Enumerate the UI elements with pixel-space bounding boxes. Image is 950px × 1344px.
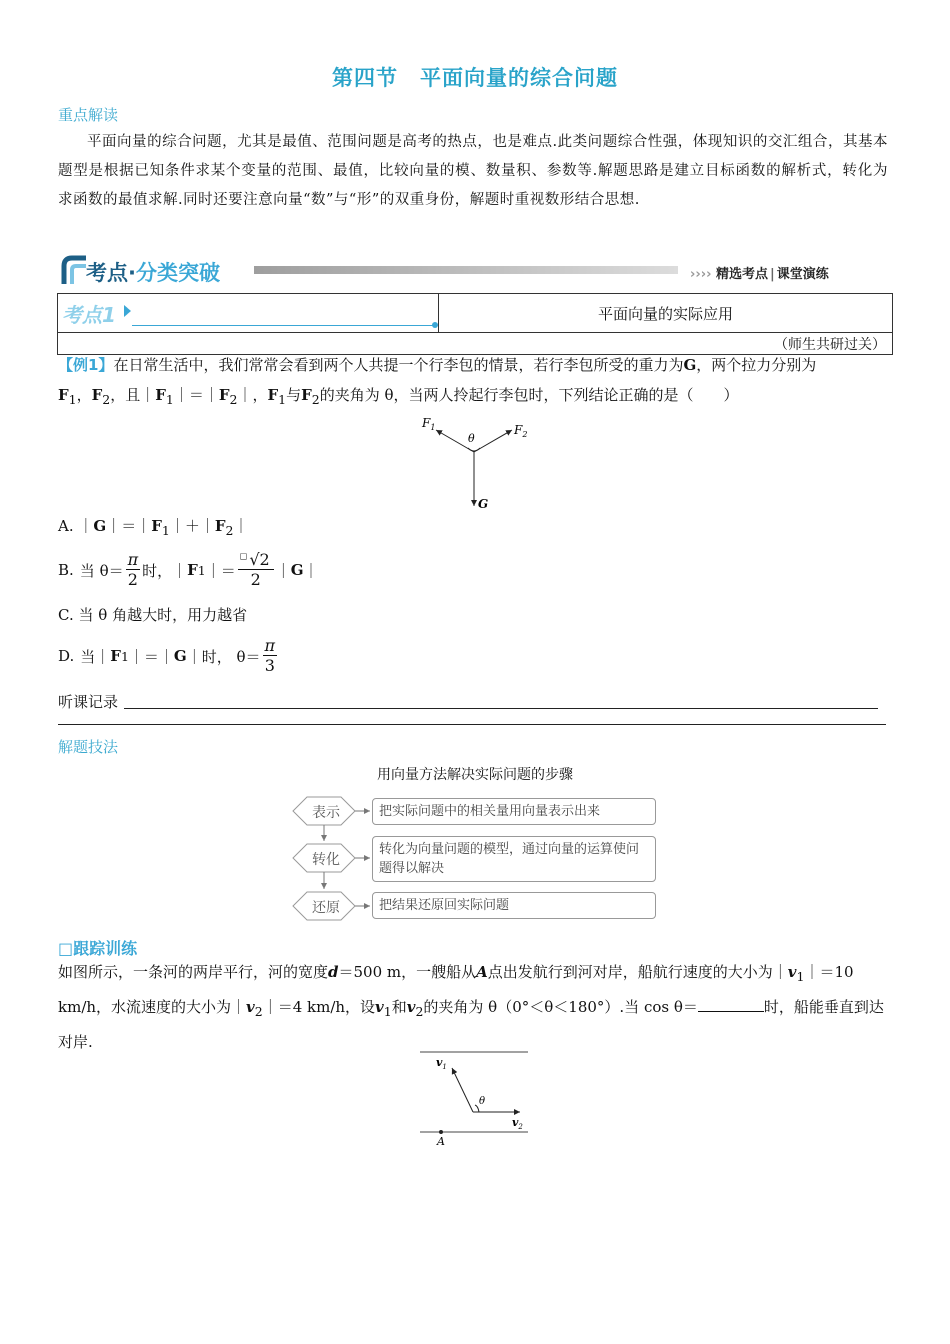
radical-index: □	[239, 551, 248, 561]
option-a-sub1: 1	[161, 523, 170, 538]
option-b[interactable]	[58, 548, 319, 592]
vec-v2-sub: 2	[415, 1004, 424, 1019]
option-b-sub1: 1	[197, 562, 206, 578]
option-d-post: ｜时， θ＝	[186, 647, 261, 666]
example-eq: ｜＝｜	[173, 386, 219, 404]
option-a-F2: F	[214, 517, 226, 535]
banner-right-b: 课堂演练	[776, 267, 829, 282]
example-text-2: ，两个拉力分别为	[696, 356, 817, 374]
banner-title-accent: 分类突破	[135, 261, 220, 285]
practice-text: ｜＝4 km/h，设	[262, 998, 376, 1016]
vec-F2: F	[218, 386, 230, 404]
practice-text: 点出发航行到河对岸，船航行速度的大小为｜	[487, 963, 788, 981]
fig-theta: θ	[468, 432, 475, 445]
svg-text:v2	[512, 1116, 523, 1131]
fig-G-label: G	[478, 497, 489, 511]
option-a-part: ｜＋｜	[169, 517, 215, 535]
topic-table	[57, 293, 893, 355]
fig-v2-label: v	[512, 1116, 519, 1129]
notes-line-1[interactable]	[124, 708, 878, 709]
flow-step-3-name: 还原	[312, 900, 340, 916]
banner-title-dot: ·	[128, 261, 136, 285]
frac-num: π	[264, 636, 276, 655]
answer-blank[interactable]	[698, 997, 764, 1012]
option-b-mid: 时，｜	[142, 561, 188, 580]
example-bar: ｜	[237, 386, 253, 404]
topic-title: 平面向量的实际应用	[597, 305, 733, 323]
option-d-sub1: 1	[120, 648, 129, 664]
option-c[interactable]	[58, 604, 247, 625]
notes-line-2[interactable]	[58, 724, 886, 725]
example-and: ，且｜	[110, 386, 156, 404]
option-a-sub2: 2	[225, 523, 234, 538]
vec-F2-sub: 2	[311, 392, 320, 407]
fig-F2-sub: 2	[522, 430, 528, 439]
option-a-F1: F	[151, 517, 162, 535]
banner-right-a: 精选考点	[715, 267, 768, 282]
option-b-frac-sqrt2	[238, 552, 274, 588]
frac-den: 3	[264, 656, 275, 675]
topic-note: （师生共研过关）	[774, 337, 886, 353]
key-points-label: 重点解读	[58, 106, 119, 124]
key-points-text: 平面向量的综合问题，尤其是最值、范围问题是高考的热点，也是难点.此类问题综合性强，体现知识的交汇组合，其基本题型是根据已知条件求某个变量的范围、最值，比较向量的模、数量积、参数等.解题思路是建立目标函数的解析式，转化为求函数的最值求解.同时还要注意向量“数”与“形”的双重身份，解题时重视数形结合思想.	[58, 134, 888, 208]
flow-step-2-desc: 转化为向量问题的模型，通过向量的运算使问题得以解决	[372, 836, 656, 882]
example-tag: 【例1】	[58, 356, 114, 374]
notes-label: 听课记录	[58, 693, 119, 711]
river-diagram	[418, 1048, 533, 1148]
vec-v1-sub: 1	[383, 1004, 392, 1019]
frac-den: 2	[250, 570, 261, 589]
practice-label: □跟踪训练	[58, 939, 138, 958]
fig-F1-sub: 1	[430, 423, 436, 432]
fig-F2-label: F	[514, 423, 523, 437]
vec-F2-sub: 2	[229, 392, 238, 407]
option-a-part: ｜	[233, 517, 249, 535]
vec-F1-sub: 1	[278, 392, 287, 407]
var-A: A	[476, 963, 488, 981]
force-diagram	[410, 412, 540, 517]
practice-text: 和	[391, 998, 407, 1016]
option-b-frac-pi2	[126, 552, 141, 588]
flow-step-2-name: 转化	[312, 852, 340, 868]
fig-A-label: A	[437, 1135, 445, 1148]
svg-text:F1	[421, 416, 435, 432]
vec-F1: F	[58, 386, 69, 404]
practice-text: ｜＝10 km/h，水流速度的大小为｜	[58, 963, 854, 1016]
vec-F1-sub: 1	[68, 392, 77, 407]
vec-v2-sub: 2	[254, 1004, 263, 1019]
flow-step-1-desc: 把实际问题中的相关量用向量表示出来	[372, 798, 656, 825]
frac-den: 2	[127, 570, 138, 589]
vec-F1-sub: 1	[165, 392, 174, 407]
option-c-label: C.	[58, 606, 74, 624]
option-a-part: ｜	[78, 517, 94, 535]
option-d[interactable]	[58, 634, 279, 678]
option-d-frac	[263, 638, 278, 674]
practice-question	[58, 957, 888, 1057]
option-a-part: ｜＝｜	[106, 517, 152, 535]
banner-title-main: 考点	[86, 261, 128, 285]
banner-bar	[254, 266, 678, 274]
option-b-post: ｜	[303, 561, 319, 580]
example-yu: 与	[286, 386, 302, 404]
option-a-G: G	[93, 517, 107, 535]
svg-text:v1	[436, 1056, 447, 1071]
badge-arrow-icon	[124, 305, 131, 317]
option-d-F1: F	[110, 647, 121, 665]
vec-v1: v	[375, 998, 384, 1016]
method-heading: 用向量方法解决实际问题的步骤	[377, 767, 573, 783]
option-a[interactable]	[58, 515, 248, 538]
vec-F2-sub: 2	[102, 392, 111, 407]
method-label: 解题技法	[58, 738, 119, 756]
vec-F1: F	[155, 386, 166, 404]
fig-theta-river: θ	[479, 1096, 486, 1107]
practice-text: ＝500 m，一艘船从	[338, 963, 477, 981]
example-comma: ，	[76, 386, 92, 404]
flow-step-1-name: 表示	[312, 805, 340, 821]
point-A	[439, 1130, 443, 1134]
var-d: d	[328, 963, 339, 981]
page-title: 第四节 平面向量的综合问题	[332, 66, 618, 90]
v1-arrow	[452, 1068, 473, 1112]
vec-G: G	[683, 356, 697, 374]
option-b-F1: F	[187, 561, 198, 579]
option-b-label: B.	[58, 561, 74, 579]
fig-F1-label: F	[422, 416, 431, 430]
fig-v1-label: v	[436, 1056, 443, 1069]
banner-arrows: ››››	[690, 267, 712, 282]
option-d-G: G	[173, 647, 187, 665]
frac-num: π	[127, 550, 139, 569]
example-text-3: 的夹角为 θ，当两人拎起行李包时，下列结论正确的是（ ）	[319, 386, 739, 404]
topic-badge: 考点1	[62, 303, 116, 327]
svg-text:F2	[513, 423, 527, 439]
option-c-text: 当 θ 角越大时，用力越省	[78, 606, 248, 624]
example-1	[58, 350, 894, 415]
fig-v1-sub: 1	[442, 1063, 447, 1071]
option-b-post: ｜	[275, 561, 291, 580]
option-b-pre: 当 θ＝	[79, 561, 124, 580]
section-banner	[58, 254, 888, 288]
option-b-G: G	[290, 561, 304, 579]
fig-v2-sub: 2	[518, 1123, 523, 1131]
radical-num: √2	[249, 550, 270, 569]
vec-F1: F	[267, 386, 279, 404]
vec-v1: v	[787, 963, 797, 981]
option-d-pre: 当｜	[80, 647, 111, 666]
option-b-eq: ｜＝	[205, 561, 236, 580]
option-d-mid: ｜＝｜	[128, 647, 174, 666]
vec-F2: F	[91, 386, 103, 404]
practice-text: 的夹角为 θ（0°＜θ＜180°）.当 cos θ＝	[423, 998, 698, 1016]
practice-text: 时，船能垂直到达对岸.	[58, 998, 884, 1051]
example-text-1: 在日常生活中，我们常常会看到两个人共提一个行李包的情景，若行李包所受的重力为	[113, 356, 684, 374]
vec-F2: F	[301, 386, 312, 404]
option-d-label: D.	[58, 647, 75, 665]
banner-sep: |	[769, 267, 775, 282]
vec-v2: v	[246, 998, 255, 1016]
practice-text: 如图所示，一条河的两岸平行，河的宽度	[58, 963, 329, 981]
vec-v1-sub: 1	[796, 969, 805, 984]
example-comma-2: ，	[252, 386, 268, 404]
option-a-label: A.	[58, 517, 74, 535]
vec-v2: v	[406, 998, 416, 1016]
flow-step-3-desc: 把结果还原回实际问题	[372, 892, 656, 919]
